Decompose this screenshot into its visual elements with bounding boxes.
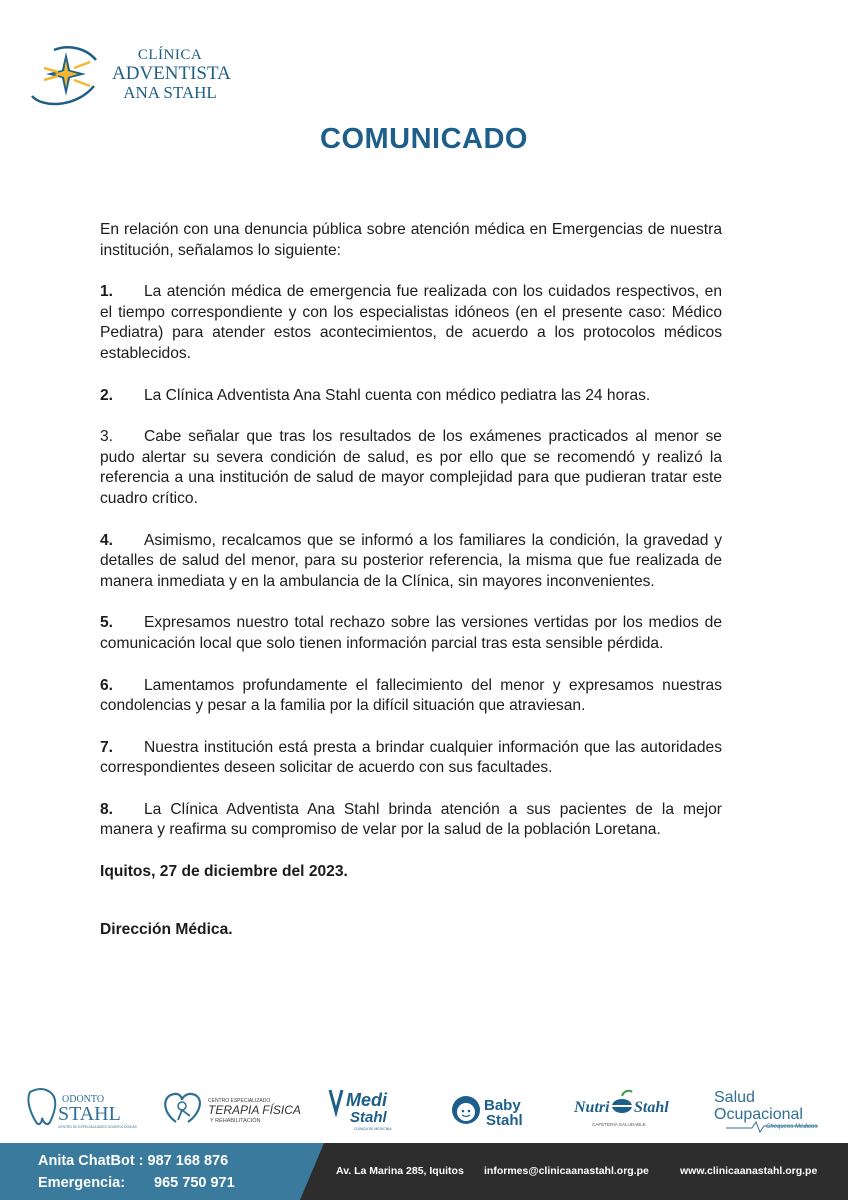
item-text: Asimismo, recalcamos que se informó a los familiares la condición, la gravedad y detalles de salud del menor, para su posterior referencia, la misma que fue realizada de manera inmediata y en la ambulancia de la Clínica, sin mayores inconvenientes. bbox=[100, 531, 722, 590]
terapia-fisica-logo bbox=[160, 1082, 301, 1138]
list-item bbox=[100, 738, 722, 779]
odonto-top: ODONTO bbox=[62, 1094, 105, 1105]
item-text: La Clínica Adventista Ana Stahl brinda atención a sus pacientes de la mejor manera y reafirma su compromiso de velar por la salud de la población Loretana. bbox=[100, 800, 722, 839]
terapia-main: TERAPIA FÍSICA bbox=[208, 1103, 301, 1117]
clinic-logo bbox=[24, 38, 231, 110]
item-number: 4. bbox=[100, 531, 114, 549]
item-text: Cabe señalar que tras los resultados de los exámenes practicados al menor se pudo alertar su severa condición de salud, es por ello que se recomendó y realizó la referencia a una institución de salud de mayor complejidad para que pudieran tratar este cuadro crítico. bbox=[100, 428, 722, 507]
salud-2: Ocupacional bbox=[714, 1106, 803, 1123]
document-date: Iquitos, 27 de diciembre del 2023. bbox=[100, 863, 348, 881]
footer-address: Av. La Marina 285, Iquitos bbox=[336, 1165, 464, 1177]
logo-line-1: CLÍNICA bbox=[137, 47, 203, 63]
baby-stahl-logo bbox=[446, 1082, 536, 1138]
item-number: 5. bbox=[100, 614, 114, 632]
logo-line-3: ANA STAHL bbox=[123, 83, 217, 102]
list-item bbox=[100, 427, 722, 509]
nutri-2: Stahl bbox=[634, 1099, 669, 1116]
statement-body bbox=[100, 220, 722, 940]
clinic-emblem-icon bbox=[24, 38, 106, 110]
footer-website[interactable]: www.clinicaanastahl.org.pe bbox=[680, 1165, 818, 1177]
salud-3: Chequeos Médicos bbox=[766, 1124, 818, 1130]
list-item bbox=[100, 800, 722, 841]
item-number: 3. bbox=[100, 428, 114, 446]
list-item bbox=[100, 386, 722, 407]
item-text: La Clínica Adventista Ana Stahl cuenta con médico pediatra las 24 horas. bbox=[144, 386, 651, 404]
list-item bbox=[100, 531, 722, 593]
salud-ocupacional-logo bbox=[712, 1082, 824, 1138]
list-item bbox=[100, 613, 722, 654]
list-item bbox=[100, 676, 722, 717]
odonto-sub: CENTRO DE ESPECIALIDADES ODONTOLÓGICAS bbox=[58, 1125, 137, 1129]
nutri-sub: CAFETERÍA SALUDABLE bbox=[592, 1122, 646, 1127]
item-text: Expresamos nuestro total rechazo sobre las versiones vertidas por los medios de comunicación local que solo tienen información parcial tras esta sensible pérdida. bbox=[100, 614, 722, 652]
nutri-stahl-logo bbox=[570, 1082, 680, 1138]
medi-1: Medi bbox=[346, 1090, 388, 1110]
baby-2: Stahl bbox=[486, 1112, 523, 1129]
item-number: 8. bbox=[100, 800, 114, 818]
intro-paragraph: En relación con una denuncia pública sobre atención médica en Emergencias de nuestra institución, señalamos lo siguiente: bbox=[100, 221, 722, 259]
medi-sub: CLÍNICA DE MEDICINA bbox=[354, 1127, 392, 1131]
emergency-line bbox=[38, 1175, 235, 1191]
item-text: La atención médica de emergencia fue realizada con los cuidados respectivos, en el tiempo correspondiente y con los especialistas idóneos (en el presente caso: Médico Pediatra) para atender estos acontecimientos, de acuerdo a los protocolos médicos establecidos. bbox=[100, 283, 722, 362]
item-number: 7. bbox=[100, 738, 114, 756]
item-number: 1. bbox=[100, 283, 114, 301]
chatbot-number[interactable]: 987 168 876 bbox=[147, 1153, 229, 1169]
item-text: Lamentamos profundamente el fallecimiento del menor y expresamos nuestras condolencias y pesar a la familia por la difícil situación que atraviesan. bbox=[100, 676, 722, 715]
page-title: COMUNICADO bbox=[320, 123, 528, 155]
logo-line-2: ADVENTISTA bbox=[112, 63, 231, 84]
list-item bbox=[100, 282, 722, 364]
emergency-number[interactable]: 965 750 971 bbox=[154, 1175, 235, 1191]
chatbot-label: Anita ChatBot : bbox=[38, 1153, 144, 1169]
item-text: Nuestra institución está presta a brindar cualquier información que las autoridades correspondientes deseen solicitar de acuerdo con sus facultades. bbox=[100, 738, 722, 777]
odonto-stahl-logo bbox=[24, 1082, 137, 1138]
brand-logos bbox=[0, 1082, 848, 1142]
emergency-label: Emergencia: bbox=[38, 1175, 126, 1191]
odonto-main: STAHL bbox=[58, 1103, 121, 1125]
clinic-name bbox=[112, 47, 231, 102]
terapia-top: CENTRO ESPECIALIZADO bbox=[208, 1098, 271, 1104]
terapia-sub: Y REHABILITACIÓN bbox=[210, 1118, 261, 1124]
contact-numbers bbox=[0, 1143, 300, 1200]
item-number: 6. bbox=[100, 676, 114, 694]
footer-bar bbox=[0, 1143, 848, 1200]
medi-2: Stahl bbox=[350, 1109, 387, 1126]
medi-stahl-logo bbox=[326, 1082, 406, 1138]
salud-1: Salud bbox=[714, 1089, 755, 1106]
nutri-1: Nutri bbox=[574, 1099, 610, 1116]
baby-1: Baby bbox=[484, 1097, 521, 1114]
item-number: 2. bbox=[100, 386, 114, 404]
signature: Dirección Médica. bbox=[100, 920, 233, 938]
chatbot-line bbox=[38, 1153, 228, 1169]
footer-email[interactable]: informes@clinicaanastahl.org.pe bbox=[484, 1165, 649, 1177]
